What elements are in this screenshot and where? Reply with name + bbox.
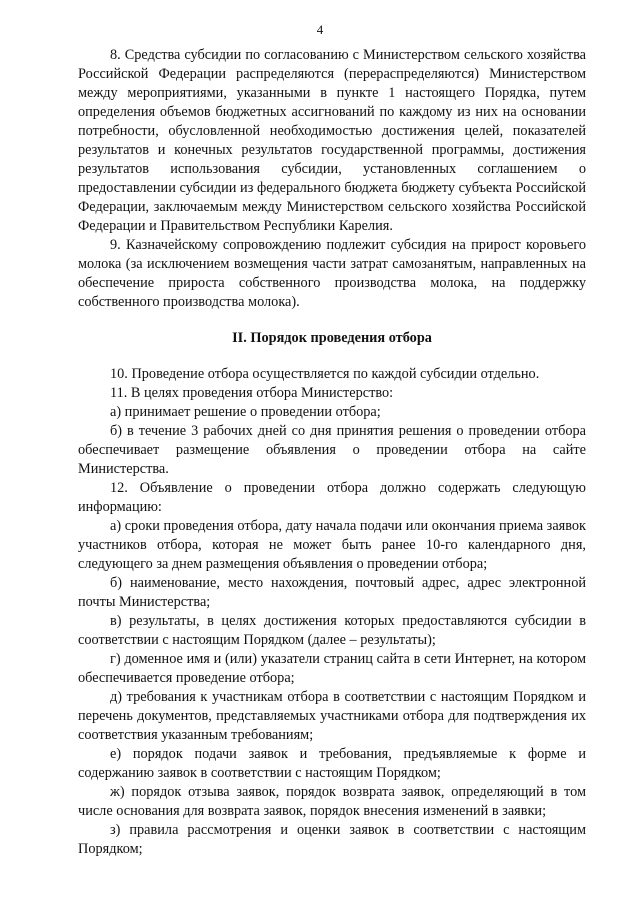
document-body [78, 46, 586, 859]
list-item-11b: б) в течение 3 рабочих дней со дня принятия решения о проведении отбора обеспечивает размещение объявления о проведении отбора на сайте Министерства. [78, 423, 586, 477]
list-item-12zh: ж) порядок отзыва заявок, порядок возврата заявок, определяющий в том числе основания для возврата заявок, порядок внесения изменений в заявки; [78, 784, 586, 819]
list-item-11a: а) принимает решение о проведении отбора; [110, 404, 381, 420]
paragraph-8: 8. Средства субсидии по согласованию с Министерством сельского хозяйства Российской Федерации распределяются (перераспределяются) Министерством между мероприятиями, указанными в пункте 1 настоящего Порядка, путем определения объемов бюджетных ассигнований по каждому из них на основании потребности, обусловленной необходимостью достижения целей, показателей результатов и конечных результатов государственной программы, достижения результатов использования субсидии, установленных соглашением о предоставлении субсидии из федерального бюджета бюджету субъекта Российской Федерации, заключаемым между Министерством сельского хозяйства Российской Федерации и Правительством Республики Карелия. [78, 47, 586, 234]
section-heading: II. Порядок проведения отбора [232, 330, 432, 346]
paragraph-10: 10. Проведение отбора осуществляется по каждой субсидии отдельно. [110, 366, 540, 382]
page-number: 4 [316, 22, 324, 37]
list-item-12v: в) результаты, в целях достижения которых предоставляются субсидии в соответствии с настоящим Порядком (далее – результаты); [78, 613, 586, 648]
list-item-12g: г) доменное имя и (или) указатели страниц сайта в сети Интернет, на котором обеспечивается проведение отбора; [78, 651, 586, 686]
list-item-12b: б) наименование, место нахождения, почтовый адрес, адрес электронной почты Министерства; [78, 575, 586, 610]
list-item-12a: а) сроки проведения отбора, дату начала подачи или окончания приема заявок участников отбора, которая не может быть ранее 10-го календарного дня, следующего за днем размещения объявления о проведении отбора; [78, 518, 586, 572]
paragraph-12: 12. Объявление о проведении отбора должно содержать следующую информацию: [78, 480, 586, 515]
list-item-12z: з) правила рассмотрения и оценки заявок в соответствии с настоящим Порядком; [78, 822, 586, 857]
paragraph-9: 9. Казначейскому сопровождению подлежит субсидия на прирост коровьего молока (за исключением возмещения части затрат самозанятым, направленных на обеспечение прироста собственного производства молока, на поддержку собственного производства молока). [78, 237, 586, 310]
list-item-12d: д) требования к участникам отбора в соответствии с настоящим Порядком и перечень документов, представляемых участниками отбора для подтверждения их соответствия указанным требованиям; [78, 689, 586, 743]
list-item-12e: е) порядок подачи заявок и требования, предъявляемые к форме и содержанию заявок в соответствии с настоящим Порядком; [78, 746, 586, 781]
paragraph-11: 11. В целях проведения отбора Министерство: [110, 385, 394, 401]
